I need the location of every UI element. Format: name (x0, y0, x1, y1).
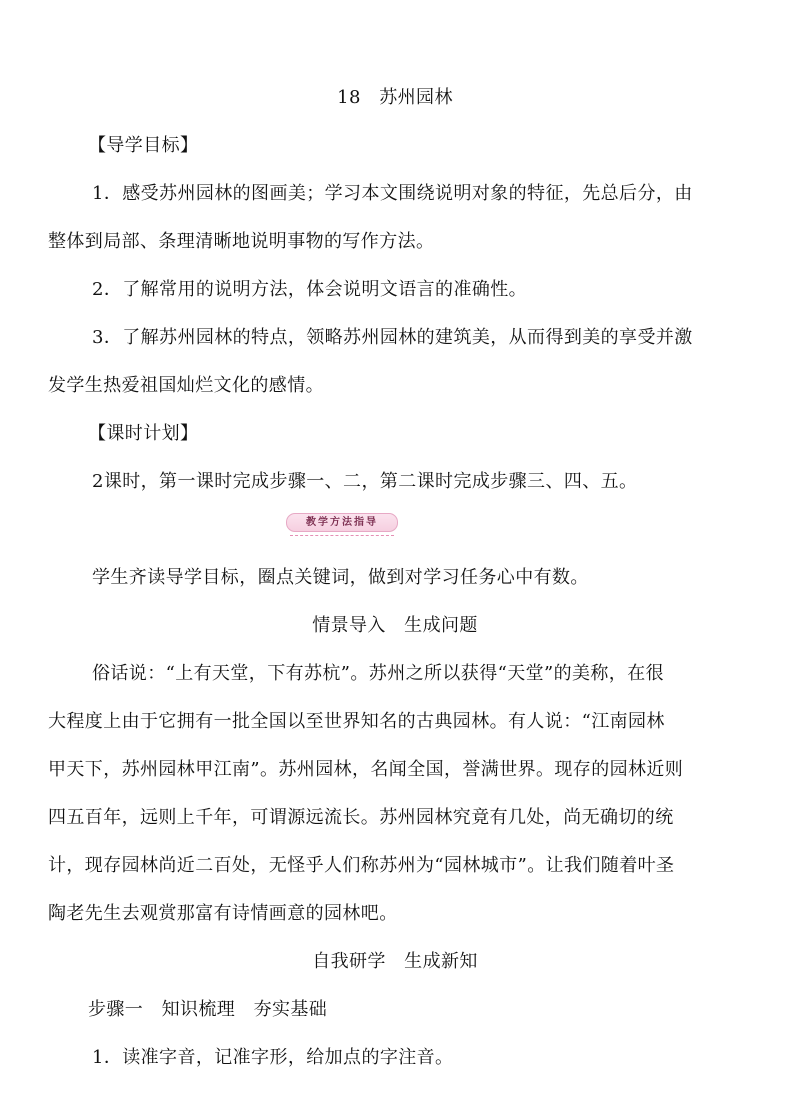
plan-text: 2课时，第一课时完成步骤一、二，第二课时完成步骤三、四、五。 (92, 471, 638, 492)
goal-1-line-1: 1．感受苏州园林的图画美；学习本文围绕说明对象的特征，先总后分，由 (92, 183, 693, 204)
intro-line-3: 甲天下，苏州园林甲江南”。苏州园林，名闻全国，誉满世界。现存的园林近则 (48, 759, 684, 780)
intro-line-4: 四五百年，远则上千年，可谓源远流长。苏州园林究竟有几处，尚无确切的统 (48, 807, 674, 828)
goal-1-line-2: 整体到局部、条理清晰地说明事物的写作方法。 (48, 231, 435, 252)
intro-line-1: 俗话说：“上有天堂，下有苏杭”。苏州之所以获得“天堂”的美称，在很 (92, 663, 665, 684)
intro-line-2: 大程度上由于它拥有一批全国以至世界知名的古典园林。有人说：“江南园林 (48, 711, 665, 732)
method-badge (286, 513, 398, 539)
intro-line-5: 计，现存园林尚近二百处，无怪乎人们称苏州为“园林城市”。让我们随着叶圣 (48, 855, 675, 876)
method-text: 学生齐读导学目标，圈点关键词，做到对学习任务心中有数。 (92, 567, 589, 588)
page-title: 18 苏州园林 (337, 87, 453, 108)
intro-line-6: 陶老先生去观赏那富有诗情画意的园林吧。 (48, 903, 398, 924)
goal-2: 2．了解常用的说明方法，体会说明文语言的准确性。 (92, 279, 528, 300)
goal-3-line-2: 发学生热爱祖国灿烂文化的感情。 (48, 375, 324, 396)
method-badge-label: 教学方法指导 (286, 513, 398, 532)
plan-heading: 【课时计划】 (88, 423, 199, 444)
method-badge-underline (290, 535, 394, 536)
goal-3-line-1: 3．了解苏州园林的特点，领略苏州园林的建筑美，从而得到美的享受并激 (92, 327, 693, 348)
step1-heading: 步骤一 知识梳理 夯实基础 (88, 999, 328, 1020)
section-heading-study: 自我研学 生成新知 (312, 951, 478, 972)
step1-item-1: 1．读准字音，记准字形，给加点的字注音。 (92, 1047, 454, 1068)
guide-heading: 【导学目标】 (88, 135, 199, 156)
section-heading-intro: 情景导入 生成问题 (312, 615, 478, 636)
